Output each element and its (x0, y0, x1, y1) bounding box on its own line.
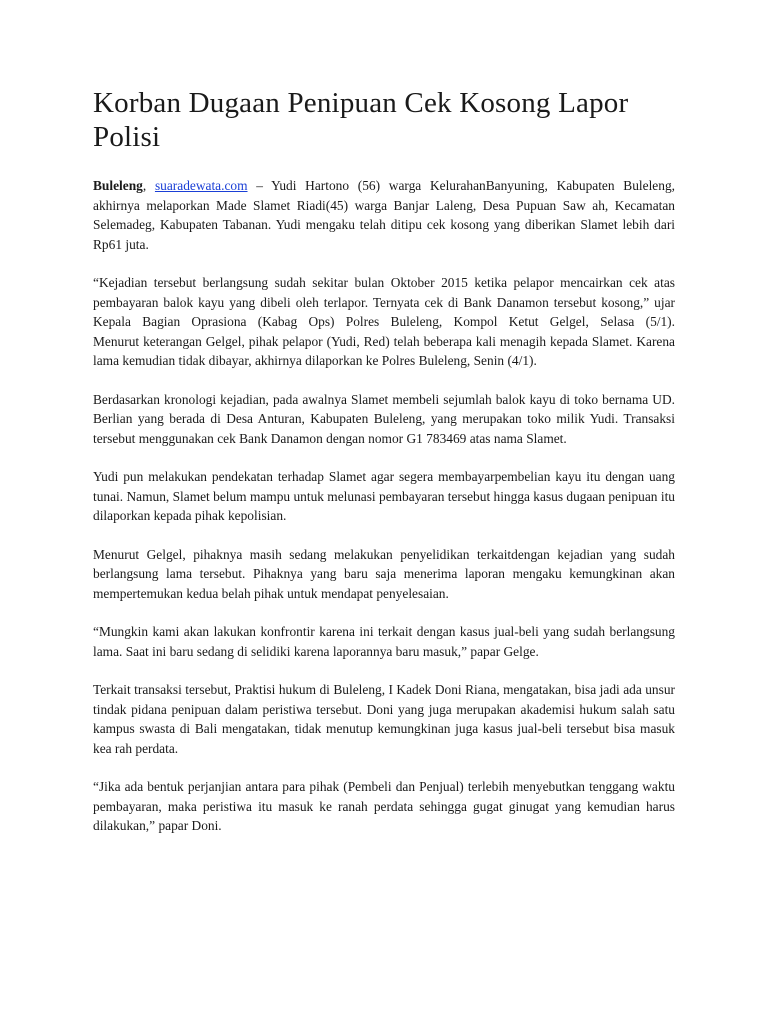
dateline-comma: , (142, 178, 147, 193)
article (93, 86, 675, 855)
paragraph-5: Menurut Gelgel, pihaknya masih sedang melakukan penyelidikan terkaitdengan kejadian yang sudah berlangsung lama tersebut. Pihaknya yang baru saja menerima laporan mengaku kemungkinan akan mempertemukan kedua belah pihak untuk mendapat penyelesaian. (93, 546, 675, 601)
paragraph-2-quote: “Kejadian tersebut berlangsung sudah sekitar bulan Oktober 2015 ketika pelapor mencairkan cek atas pembayaran balok kayu yang dibeli oleh terlapor. Ternyata cek di Bank Danamon tersebut kosong,” ujar Kepala Bagian Oprasiona (Kabag Ops) Polres Buleleng, Kompol Ketut Gelgel, Selasa (5/1). (93, 275, 675, 329)
dateline-location: Buleleng (93, 178, 143, 193)
paragraph-8: “Jika ada bentuk perjanjian antara para pihak (Pembeli dan Penjual) terlebih menyebutkan tenggang waktu pembayaran, maka peristiwa itu masuk ke ranah perdata sehingga gugat ginugat yang kemudian harus dilakukan,” papar Doni. (93, 779, 675, 833)
paragraph-2-continuation: Menurut keterangan Gelgel, pihak pelapor (Yudi, Red) telah beberapa kali menagih kepada Slamet. Karena lama kemudian tidak dibayar, akhirnya dilaporkan ke Polres Buleleng, Senin (4/1). (93, 333, 675, 368)
article-title: Korban Dugaan Penipuan Cek Kosong Lapor Polisi (93, 87, 629, 153)
source-link[interactable]: suaradewata.com (154, 178, 248, 193)
paragraph-4: Yudi pun melakukan pendekatan terhadap Slamet agar segera membayarpembelian kayu itu dengan uang tunai. Namun, Slamet belum mampu untuk melunasi pembayaran tersebut hingga kasus dugaan penipuan itu dilaporkan kepada pihak kepolisian. (93, 469, 675, 523)
paragraph-1-text: – Yudi Hartono (56) warga KelurahanBanyuning, Kabupaten Buleleng, akhirnya melaporkan Made Slamet Riadi(45) warga Banjar Laleng, Desa Pupuan Saw ah, Kecamatan Selemadeg, Kabupaten Tabanan. Yudi mengaku telah ditipu cek kosong yang diberikan Slamet lebih dari Rp61 juta. (93, 178, 675, 252)
paragraph-6: “Mungkin kami akan lakukan konfrontir karena ini terkait dengan kasus jual-beli yang sudah berlangsung lama. Saat ini baru sedang di selidiki karena laporannya baru masuk,” papar Gelge. (93, 624, 675, 659)
paragraph-7: Terkait transaksi tersebut, Praktisi hukum di Buleleng, I Kadek Doni Riana, mengatakan, bisa jadi ada unsur tindak pidana penipuan dalam peristiwa tersebut. Doni yang juga merupakan akademisi hukum salah satu kampus swasta di Bali mengatakan, tidak menutup kemungkinan juga kasus jual-beli tersebut bisa masuk kea rah perdata. (93, 682, 675, 756)
paragraph-2 (93, 273, 675, 371)
paragraph-1 (93, 176, 675, 254)
paragraph-3: Berdasarkan kronologi kejadian, pada awalnya Slamet membeli sejumlah balok kayu di toko bernama UD. Berlian yang berada di Desa Anturan, Kabupaten Buleleng, yang merupakan toko milik Yudi. Transaksi tersebut menggunakan cek Bank Danamon dengan nomor G1 783469 atas nama Slamet. (93, 391, 675, 446)
